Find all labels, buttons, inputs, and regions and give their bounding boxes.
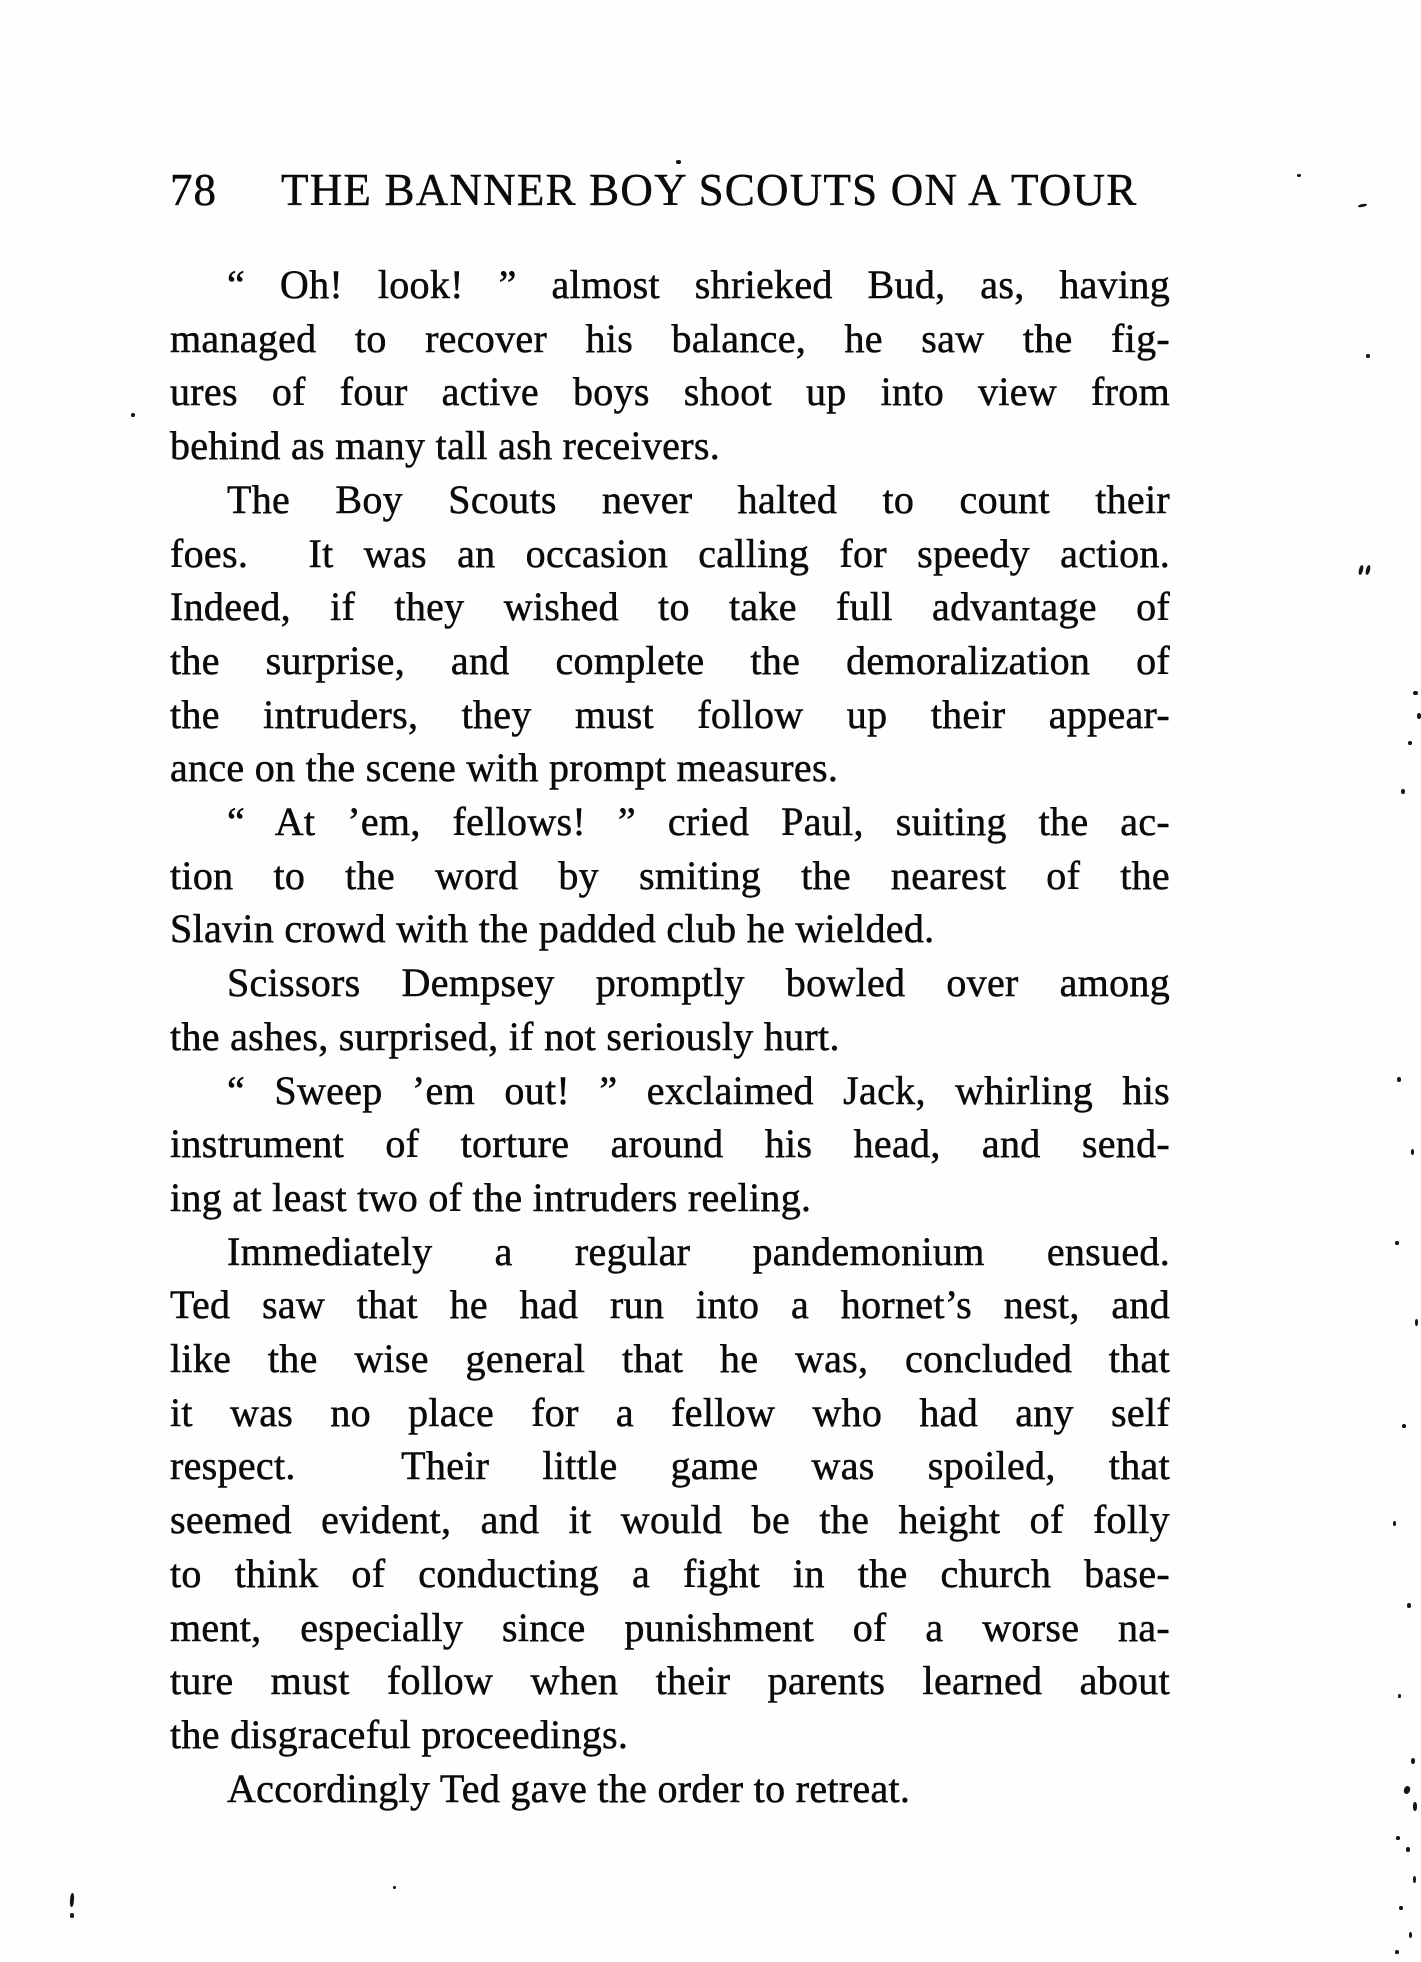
scan-noise-speck bbox=[1413, 1876, 1416, 1883]
page-number: 78 bbox=[170, 165, 217, 215]
text-line: seemed evident, and it would be the height of folly bbox=[170, 1497, 1170, 1543]
scan-noise-speck bbox=[1406, 1847, 1410, 1852]
text-line: The Boy Scouts never halted to count their bbox=[227, 476, 1170, 522]
scan-noise-speck bbox=[1411, 1149, 1414, 1155]
scan-noise-speck bbox=[1407, 1603, 1411, 1608]
scan-noise-speck bbox=[393, 1886, 396, 1889]
text-line: ture must follow when their parents learned about bbox=[170, 1658, 1170, 1704]
text-line: “ Oh! look! ” almost shrieked Bud, as, having bbox=[227, 262, 1170, 307]
text-line: managed to recover his balance, he saw the fig- bbox=[170, 315, 1170, 361]
scan-noise-speck bbox=[1408, 741, 1412, 745]
scan-noise-speck bbox=[1401, 789, 1405, 794]
scan-noise-speck bbox=[1417, 713, 1421, 719]
scan-noise-speck bbox=[1399, 1906, 1403, 1910]
body-text-column bbox=[170, 258, 1170, 1815]
scan-noise-speck bbox=[676, 160, 681, 164]
scan-noise-speck bbox=[1415, 1319, 1418, 1326]
scan-noise-speck bbox=[70, 1913, 74, 1918]
scan-noise-speck bbox=[1411, 1758, 1415, 1764]
text-line: respect. Their little game was spoiled, that bbox=[170, 1443, 1170, 1489]
scan-noise-speck bbox=[1413, 1802, 1417, 1811]
scan-noise-speck bbox=[70, 1893, 75, 1907]
text-line: the disgraceful proceedings. bbox=[170, 1711, 629, 1757]
running-header-title: THE BANNER BOY SCOUTS ON A TOUR bbox=[281, 165, 1138, 215]
text-line: “ Sweep ’em out! ” exclaimed Jack, whirling his bbox=[227, 1067, 1170, 1113]
scan-noise-speck bbox=[1358, 565, 1364, 576]
text-line: the surprise, and complete the demoralization of bbox=[170, 637, 1170, 683]
scan-noise-speck bbox=[1398, 1694, 1401, 1698]
scan-noise-speck bbox=[1413, 691, 1418, 695]
text-line: foes. It was an occasion calling for speedy action. bbox=[170, 530, 1170, 576]
text-line: Indeed, if they wished to take full advantage of bbox=[170, 584, 1170, 630]
text-line: Immediately a regular pandemonium ensued. bbox=[227, 1228, 1170, 1274]
text-line: Ted saw that he had run into a hornet’s nest, and bbox=[170, 1282, 1170, 1328]
text-line: behind as many tall ash receivers. bbox=[170, 423, 721, 469]
text-line: ment, especially since punishment of a worse na- bbox=[170, 1604, 1170, 1650]
scan-noise-speck bbox=[131, 413, 135, 417]
text-line: tion to the word by smiting the nearest of the bbox=[170, 852, 1170, 898]
text-line: ing at least two of the intruders reeling. bbox=[170, 1174, 812, 1220]
scan-noise-speck bbox=[1366, 354, 1370, 358]
scan-noise-speck bbox=[1297, 174, 1301, 177]
text-line: Scissors Dempsey promptly bowled over among bbox=[227, 960, 1170, 1006]
scan-noise-speck bbox=[1358, 203, 1367, 208]
text-line: ance on the scene with prompt measures. bbox=[170, 745, 839, 791]
scan-noise-speck bbox=[1393, 1521, 1396, 1526]
scan-noise-speck bbox=[1402, 1424, 1406, 1428]
scan-noise-speck bbox=[1397, 1077, 1401, 1082]
text-line: to think of conducting a fight in the church base- bbox=[170, 1550, 1170, 1596]
scan-noise-speck bbox=[1395, 1950, 1399, 1954]
scan-noise-speck bbox=[1365, 565, 1371, 576]
scan-noise-speck bbox=[1403, 1785, 1411, 1795]
text-line: it was no place for a fellow who had any self bbox=[170, 1389, 1170, 1435]
scan-noise-speck bbox=[1396, 1836, 1400, 1840]
scan-noise-speck bbox=[1395, 1241, 1399, 1245]
text-line: Accordingly Ted gave the order to retreat. bbox=[227, 1765, 911, 1811]
text-line: the intruders, they must follow up their appear- bbox=[170, 691, 1170, 737]
text-line: Slavin crowd with the padded club he wielded. bbox=[170, 906, 935, 952]
text-line: instrument of torture around his head, and send- bbox=[170, 1121, 1170, 1167]
text-line: ures of four active boys shoot up into view from bbox=[170, 369, 1170, 415]
text-line: like the wise general that he was, concluded that bbox=[170, 1336, 1170, 1382]
scan-noise-speck bbox=[1409, 1932, 1412, 1938]
text-line: the ashes, surprised, if not seriously hurt. bbox=[170, 1013, 840, 1059]
text-line: “ At ’em, fellows! ” cried Paul, suiting the ac- bbox=[227, 799, 1170, 845]
